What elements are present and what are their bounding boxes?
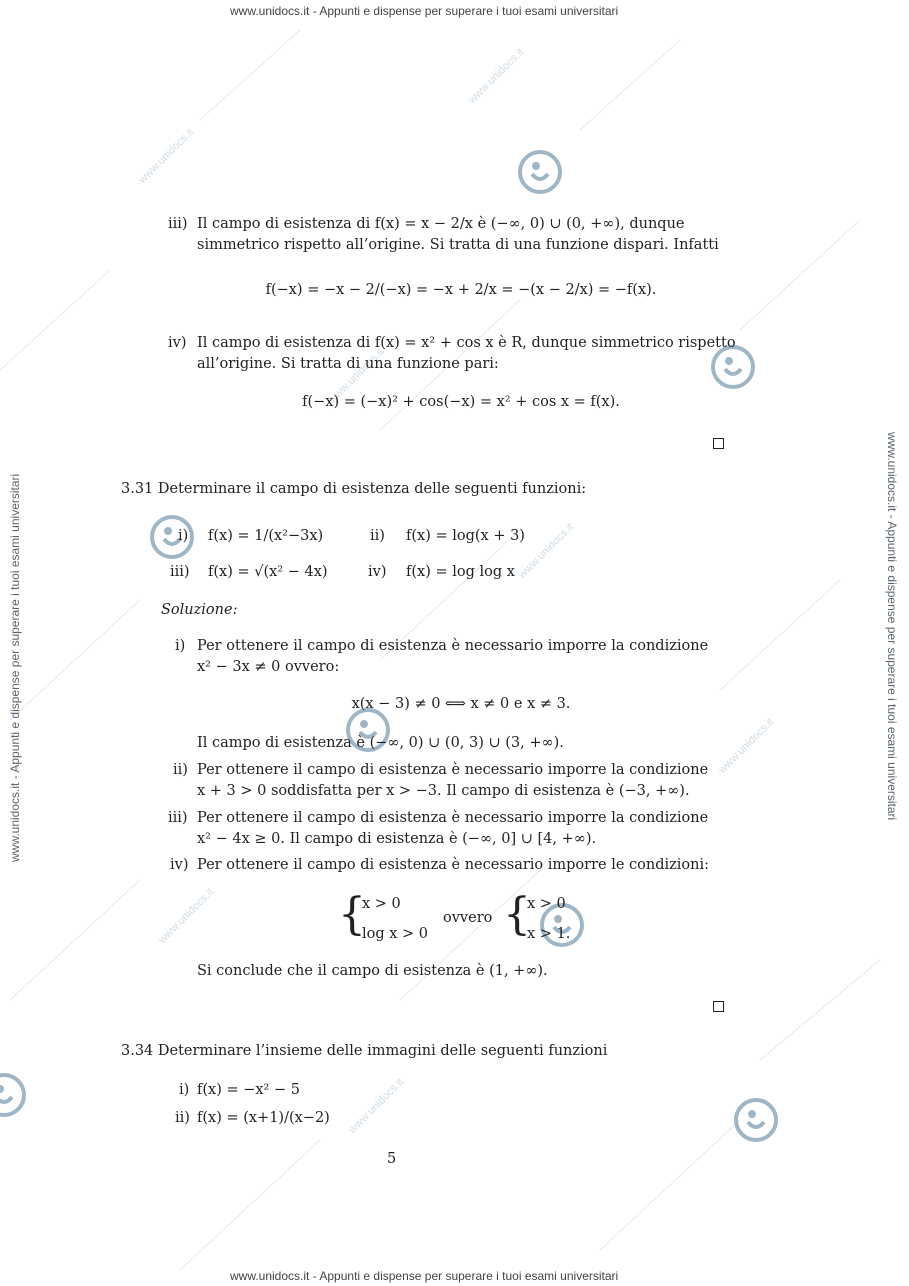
watermark-banner-right: www.unidocs.it - Appunti e dispense per superare i tuoi esami universitari (885, 432, 899, 821)
item-label: iv) (170, 857, 189, 873)
condition: x > 1. (527, 926, 571, 942)
text-line: Il campo di esistenza è (−∞, 0) ∪ (0, 3) ∪ (3, +∞). (197, 735, 564, 751)
problem-heading: 3.34 Determinare l’insieme delle immagini delle seguenti funzioni (121, 1043, 608, 1059)
text-line: x + 3 > 0 soddisfatta per x > −3. Il campo di esistenza è (−3, +∞). (197, 783, 690, 799)
left-brace: { (338, 889, 366, 940)
item-label: ii) (175, 1110, 190, 1126)
text-line: Per ottenere il campo di esistenza è necessario imporre la condizione (197, 810, 709, 826)
item-label: iii) (168, 810, 188, 826)
text-line: x² − 3x ≠ 0 ovvero: (197, 659, 340, 675)
condition: log x > 0 (362, 926, 429, 942)
function-expression: f(x) = √(x² − 4x) (208, 564, 328, 580)
text-line: Si conclude che il campo di esistenza è (1, +∞). (197, 963, 548, 979)
text-line: Per ottenere il campo di esistenza è necessario imporre la condizione (197, 762, 709, 778)
left-brace: { (503, 889, 531, 940)
watermark-site: www.unidocs.it (716, 716, 777, 776)
item-label: ii) (173, 762, 188, 778)
item-label: iv) (168, 335, 187, 351)
item-label: iii) (170, 564, 190, 580)
function-expression: f(x) = −x² − 5 (197, 1082, 300, 1098)
text-line: simmetrico rispetto all’origine. Si tratta di una funzione dispari. Infatti (197, 237, 719, 253)
watermark-banner-left: www.unidocs.it - Appunti e dispense per superare i tuoi esami universitari (8, 473, 22, 862)
problem-heading: 3.31 Determinare il campo di esistenza delle seguenti funzioni: (121, 481, 587, 497)
watermark-banner-top: www.unidocs.it - Appunti e dispense per superare i tuoi esami universitari (230, 4, 619, 18)
watermark-site: www.unidocs.it (466, 46, 527, 106)
watermark-banner-bottom: www.unidocs.it - Appunti e dispense per superare i tuoi esami universitari (230, 1269, 619, 1283)
text-line: Per ottenere il campo di esistenza è necessario imporre la condizione (197, 638, 709, 654)
text-line: Il campo di esistenza di f(x) = x² + cos x è R, dunque simmetrico rispetto (197, 335, 736, 351)
solution-label: Soluzione: (161, 602, 238, 618)
item-label: iii) (168, 216, 188, 232)
function-expression: f(x) = 1/(x²−3x) (208, 528, 324, 544)
function-expression: f(x) = log(x + 3) (406, 528, 525, 544)
connector-word: ovvero (443, 910, 493, 926)
item-label: i) (175, 638, 186, 654)
text-line: x² − 4x ≥ 0. Il campo di esistenza è (−∞, 0] ∪ [4, +∞). (197, 831, 597, 847)
condition: x > 0 (527, 896, 566, 912)
display-equation: x(x − 3) ≠ 0 ⟺ x ≠ 0 e x ≠ 3. (351, 696, 571, 712)
item-label: ii) (370, 528, 385, 544)
function-expression: f(x) = log log x (406, 564, 515, 580)
text-line: all’origine. Si tratta di una funzione pari: (197, 356, 499, 372)
page-number: 5 (387, 1151, 397, 1167)
item-label: iv) (368, 564, 387, 580)
function-expression: f(x) = (x+1)/(x−2) (197, 1110, 330, 1126)
display-equation: f(−x) = (−x)² + cos(−x) = x² + cos x = f(x). (302, 394, 620, 410)
watermark-site: www.unidocs.it (156, 886, 217, 946)
condition: x > 0 (362, 896, 401, 912)
watermark-site: www.unidocs.it (516, 521, 577, 581)
watermark-site: www.unidocs.it (346, 1076, 407, 1136)
item-label: i) (179, 1082, 190, 1098)
watermark-site: www.unidocs.it (326, 346, 387, 406)
qed-square (713, 1001, 724, 1012)
text-line: Per ottenere il campo di esistenza è necessario imporre le condizioni: (197, 857, 710, 873)
qed-square (713, 438, 724, 449)
item-label: i) (178, 528, 189, 544)
watermark-site: www.unidocs.it (136, 126, 197, 186)
display-equation: f(−x) = −x − 2/(−x) = −x + 2/x = −(x − 2/x) = −f(x). (265, 282, 657, 298)
text-line: Il campo di esistenza di f(x) = x − 2/x è (−∞, 0) ∪ (0, +∞), dunque (197, 216, 685, 232)
